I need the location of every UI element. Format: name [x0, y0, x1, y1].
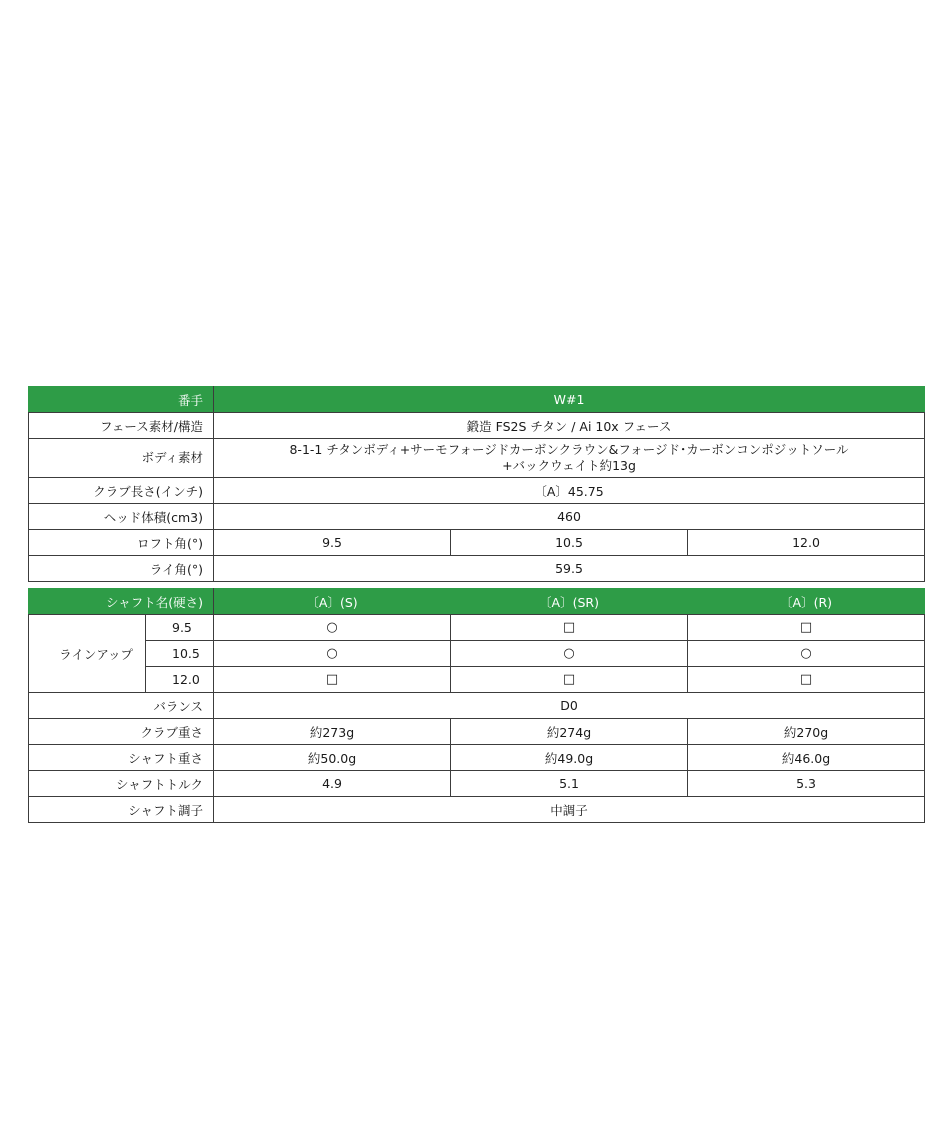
- lineup-mark: □: [451, 667, 688, 693]
- lineup-mark: ○: [214, 641, 451, 667]
- shaft-weight-label: シャフト重さ: [29, 745, 214, 771]
- balance-value: D0: [214, 693, 925, 719]
- body-row: [29, 439, 925, 478]
- loft-value: 10.5: [451, 530, 688, 556]
- club-weight-row: [29, 719, 925, 745]
- shaft-weight-value: 約50.0g: [214, 745, 451, 771]
- shaft-column-header: 〔A〕(S): [214, 589, 451, 615]
- volume-label: ヘッド体積(cm3): [29, 504, 214, 530]
- loft-value: 12.0: [688, 530, 925, 556]
- torque-label: シャフトトルク: [29, 771, 214, 797]
- lie-row: [29, 556, 925, 582]
- face-row: [29, 413, 925, 439]
- lineup-row: [29, 615, 925, 641]
- number-header-value: W#1: [214, 387, 925, 413]
- kick-point-value: 中調子: [214, 797, 925, 823]
- torque-value: 5.3: [688, 771, 925, 797]
- lineup-loft: 12.0: [146, 667, 214, 693]
- lineup-row: [29, 641, 925, 667]
- lineup-label: ラインアップ: [29, 615, 146, 693]
- shaft-weight-value: 約49.0g: [451, 745, 688, 771]
- lie-value: 59.5: [214, 556, 925, 582]
- lineup-row: [29, 667, 925, 693]
- kick-point-label: シャフト調子: [29, 797, 214, 823]
- loft-value: 9.5: [214, 530, 451, 556]
- shaft-column-header: 〔A〕(SR): [451, 589, 688, 615]
- torque-value: 5.1: [451, 771, 688, 797]
- face-value: 鍛造 FS2S チタン / Ai 10x フェース: [214, 413, 925, 439]
- lineup-loft: 9.5: [146, 615, 214, 641]
- balance-label: バランス: [29, 693, 214, 719]
- shaft-weight-row: [29, 745, 925, 771]
- body-value: [214, 439, 925, 478]
- body-value-line1: 8-1-1 チタンボディ+サーモフォージドカーボンクラウン&フォージド･カーボンコンポジットソール: [289, 442, 849, 457]
- club-weight-value: 約274g: [451, 719, 688, 745]
- length-value: 〔A〕45.75: [214, 478, 925, 504]
- lie-label: ライ角(°): [29, 556, 214, 582]
- lineup-mark: ○: [214, 615, 451, 641]
- body-value-line2: +バックウェイト約13g: [502, 458, 636, 473]
- torque-row: [29, 771, 925, 797]
- spec-table-container: [28, 386, 924, 823]
- lineup-mark: □: [214, 667, 451, 693]
- club-weight-label: クラブ重さ: [29, 719, 214, 745]
- volume-value: 460: [214, 504, 925, 530]
- club-weight-value: 約273g: [214, 719, 451, 745]
- kick-point-row: [29, 797, 925, 823]
- volume-row: [29, 504, 925, 530]
- shaft-column-header: 〔A〕(R): [688, 589, 925, 615]
- length-row: [29, 478, 925, 504]
- lineup-mark: □: [688, 615, 925, 641]
- shaft-header-row: [29, 589, 925, 615]
- lineup-loft: 10.5: [146, 641, 214, 667]
- lineup-mark: □: [451, 615, 688, 641]
- lineup-mark: ○: [451, 641, 688, 667]
- lineup-mark: ○: [688, 641, 925, 667]
- club-weight-value: 約270g: [688, 719, 925, 745]
- section-gap: [29, 582, 925, 589]
- torque-value: 4.9: [214, 771, 451, 797]
- shaft-header-label: シャフト名(硬さ): [29, 589, 214, 615]
- body-label: ボディ素材: [29, 439, 214, 478]
- spec-table: [28, 386, 925, 823]
- number-header-label: 番手: [29, 387, 214, 413]
- loft-row: [29, 530, 925, 556]
- lineup-mark: □: [688, 667, 925, 693]
- shaft-weight-value: 約46.0g: [688, 745, 925, 771]
- face-label: フェース素材/構造: [29, 413, 214, 439]
- balance-row: [29, 693, 925, 719]
- length-label: クラブ長さ(インチ): [29, 478, 214, 504]
- number-header-row: [29, 387, 925, 413]
- loft-label: ロフト角(°): [29, 530, 214, 556]
